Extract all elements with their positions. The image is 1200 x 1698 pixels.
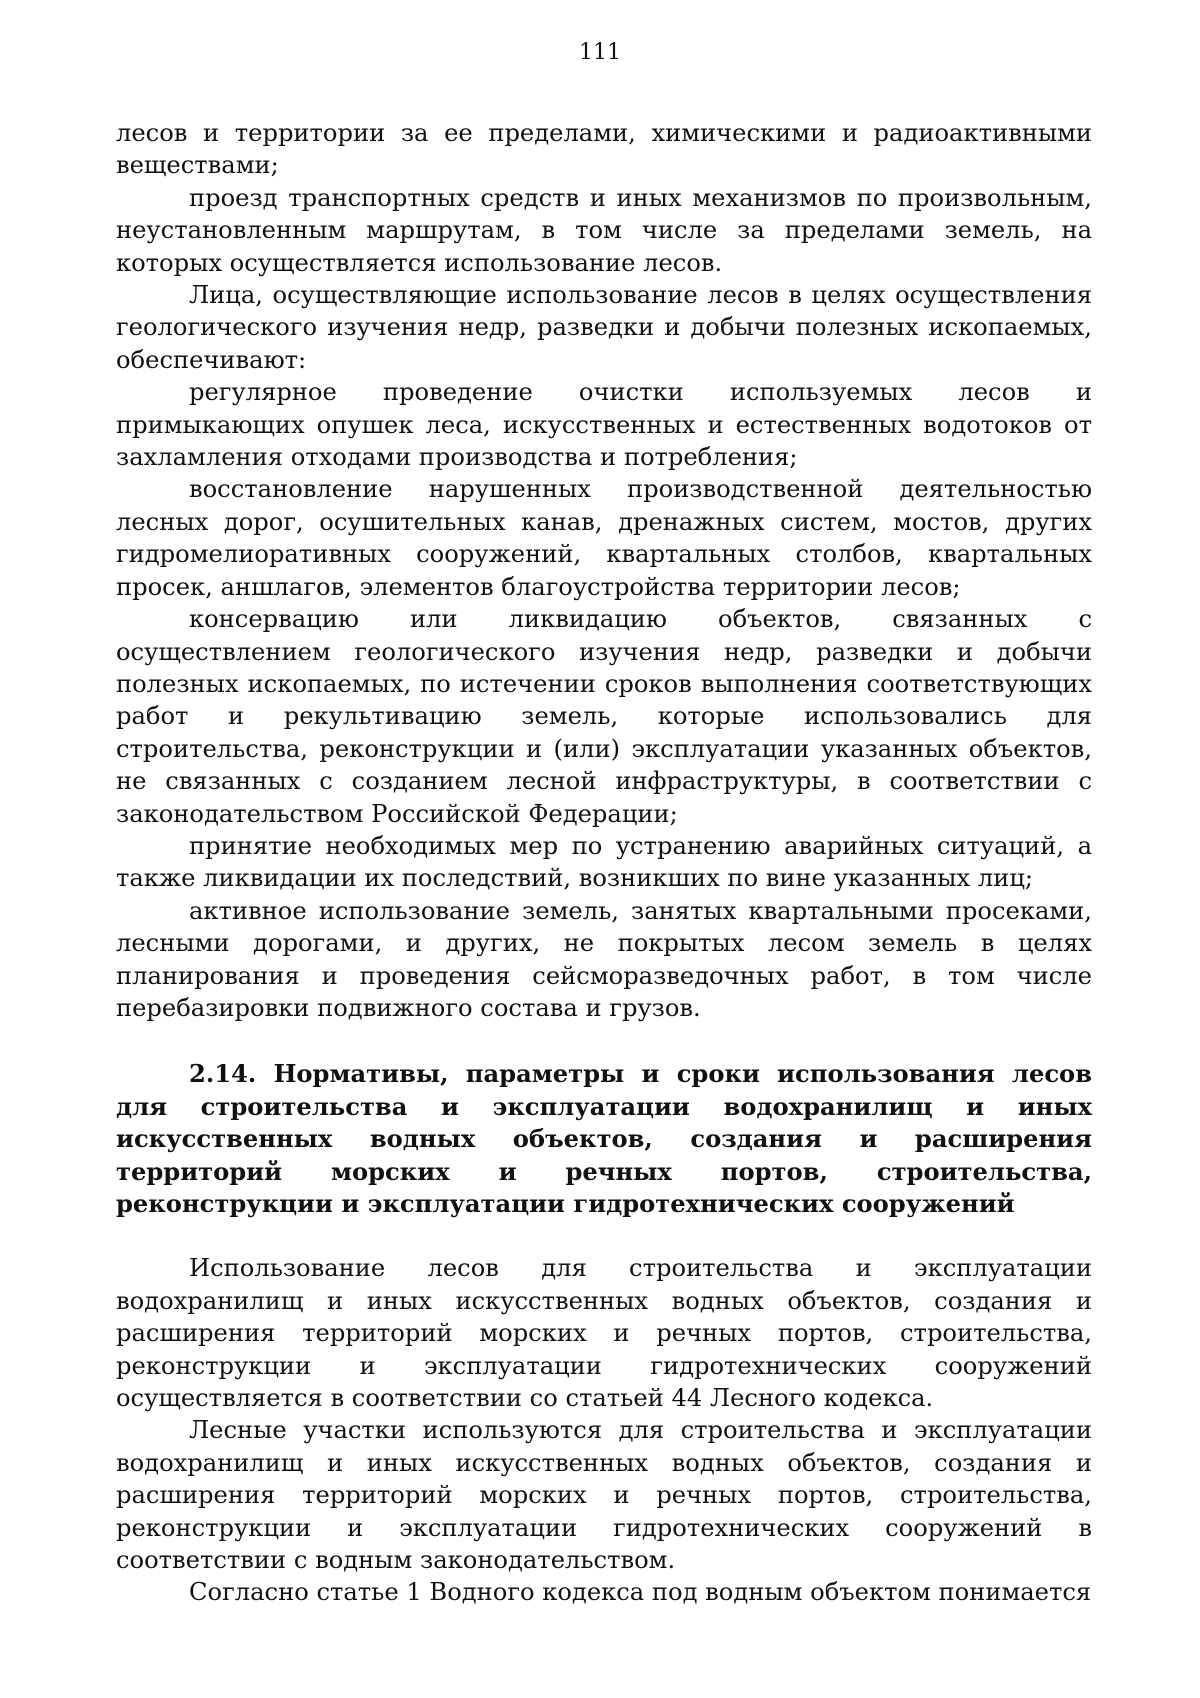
paragraph: Лица, осуществляющие использование лесов в целях осуществления геологического изучения недр, разведки и добычи полезных ископаемых, обеспечивают:: [116, 281, 1092, 374]
paragraph: Лесные участки используются для строительства и эксплуатации водохранилищ и иных искусственных водных объектов, создания и расширения территорий морских и речных портов, строительства, реконструкции и эксплуатации гидротехнических сооружений в соответствии с водным законодательством.: [116, 1416, 1092, 1575]
paragraph: проезд транспортных средств и иных механизмов по произвольным, неустановленным маршрутам, в том числе за пределами земель, на которых осуществляется использование лесов.: [116, 183, 1092, 277]
paragraph: регулярное проведение очистки используемых лесов и примыкающих опушек леса, искусственных и естественных водотоков от захламления отходами производства и потребления;: [116, 378, 1092, 472]
spacer: [116, 1024, 1092, 1058]
spacer: [116, 1220, 1092, 1252]
paragraph: принятие необходимых мер по устранению аварийных ситуаций, а также ликвидации их последствий, возникших по вине указанных лиц;: [116, 831, 1092, 893]
paragraph: Использование лесов для строительства и эксплуатации водохранилищ и иных искусственных водных объектов, создания и расширения территорий морских и речных портов, строительства, реконструкции и эксплуатации гидротехнических сооружений осуществляется в соответствии со статьей 44 Лесного кодекса.: [116, 1254, 1092, 1413]
paragraph: консервацию или ликвидацию объектов, связанных с осуществлением геологического изучения недр, разведки и добычи полезных ископаемых, по истечении сроков выполнения соответствующих работ и рекультивацию земель, которые использовались для строительства, реконструкции и (или) эксплуатации указанных объектов, не связанных с созданием лесной инфраструктуры, в соответствии с законодательством Российской Федерации;: [116, 605, 1092, 828]
section-heading: 2.14. Нормативы, параметры и сроки использования лесов для строительства и эксплуатации водохранилищ и иных искусственных водных объектов, создания и расширения территорий морских и речных портов, строительства, реконструкции и эксплуатации гидротехнических сооружений: [116, 1059, 1092, 1218]
paragraph: восстановление нарушенных производственной деятельностью лесных дорог, осушительных канав, дренажных систем, мостов, других гидромелиоративных сооружений, квартальных столбов, квартальных просек, аншлагов, элементов благоустройства территории лесов;: [116, 475, 1092, 601]
paragraph: Согласно статье 1 Водного кодекса под водным объектом понимается: [189, 1578, 1092, 1607]
document-body: [116, 117, 1092, 1609]
paragraph: лесов и территории за ее пределами, химическими и радиоактивными веществами;: [116, 119, 1092, 180]
paragraph: активное использование земель, занятых квартальными просеками, лесными дорогами, и других, не покрытых лесом земель в целях планирования и проведения сейсморазведочных работ, в том числе перебазировки подвижного состава и грузов.: [116, 896, 1092, 1022]
page-number: 111: [579, 40, 621, 65]
